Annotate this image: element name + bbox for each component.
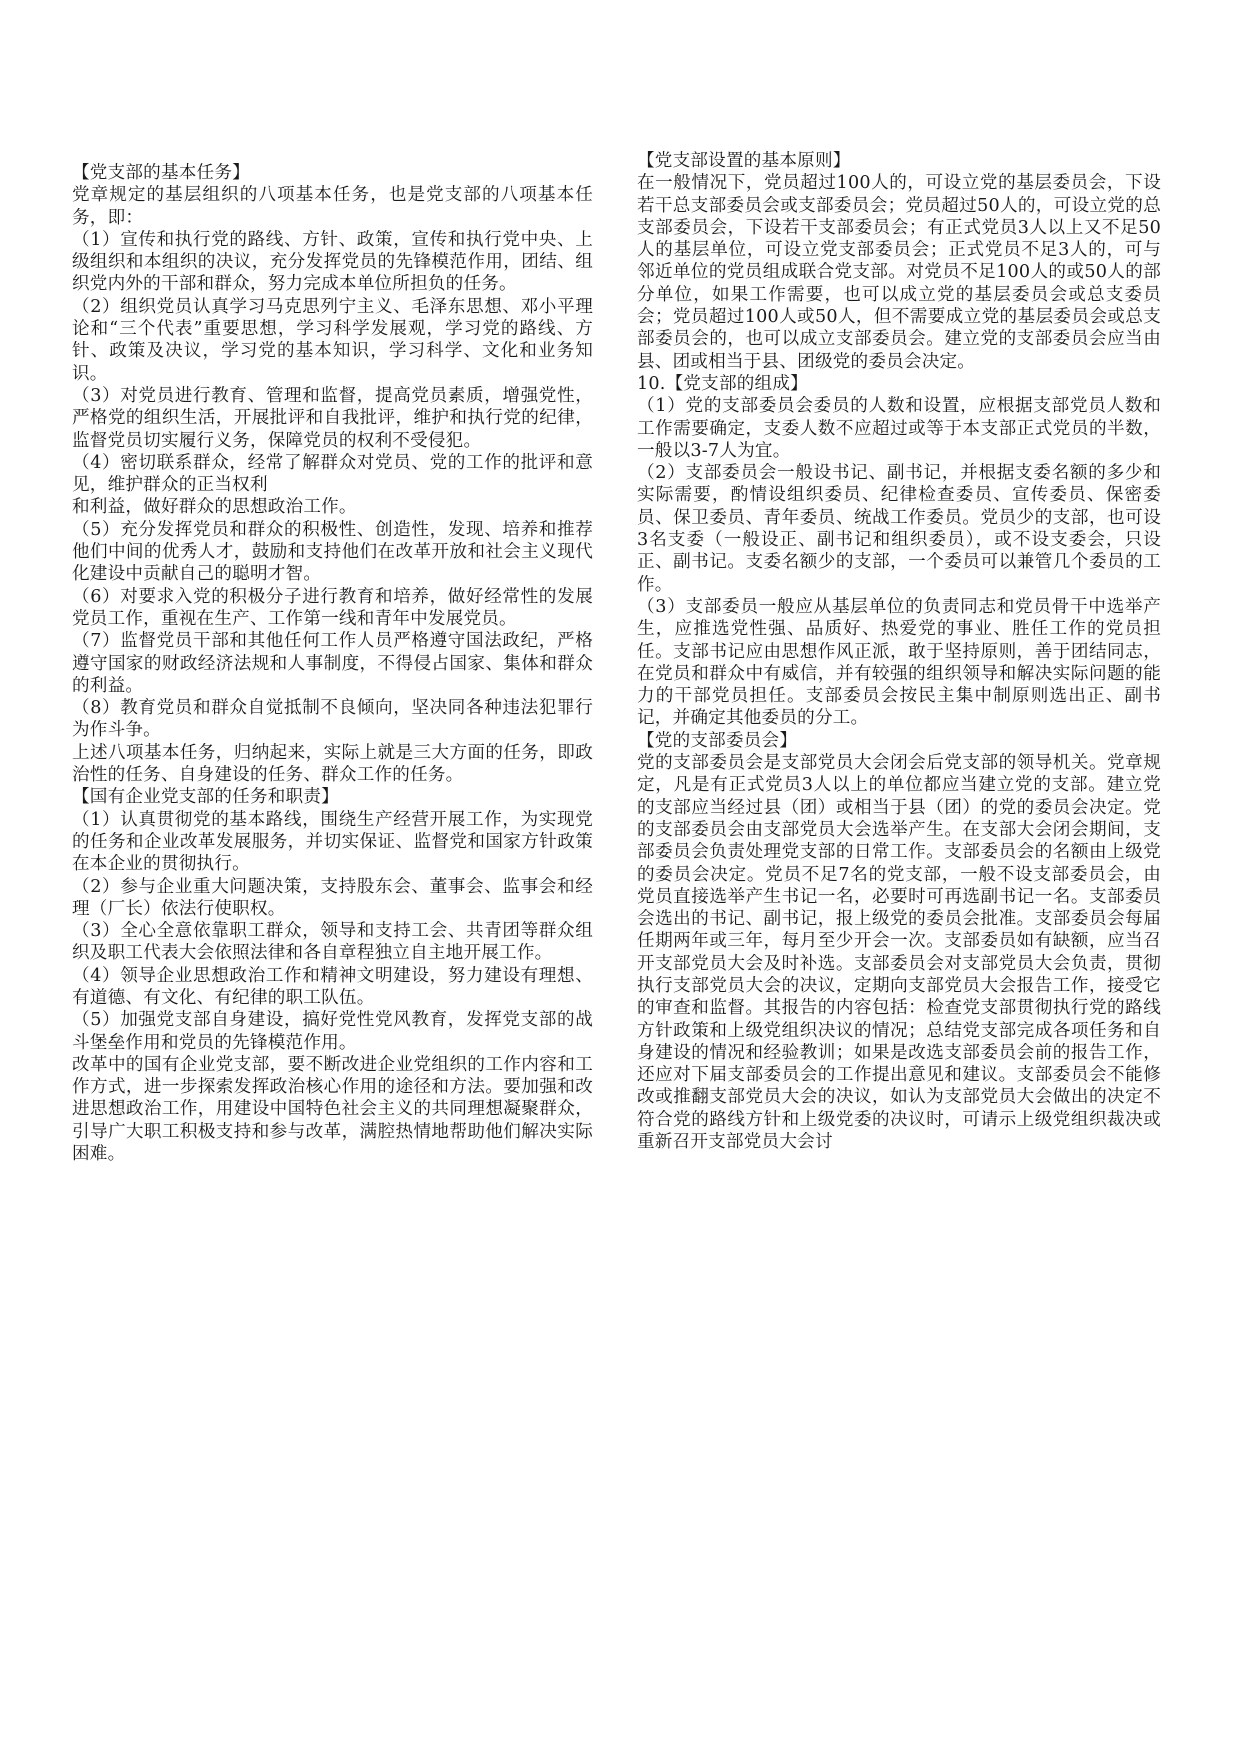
paragraph: 在一般情况下，党员超过100人的，可设立党的基层委员会，下设若干总支部委员会或支部委员会；党员超过50人的，可设立党的总支部委员会，下设若干支部委员会；有正式党员3人以上又不足50人的基层单位，可设立党支部委员会；正式党员不足3人的，可与邻近单位的党员组成联合党支部。对党员不足100人的或50人的部分单位，如果工作需要，也可以成立党的基层委员会或总支委员会；党员超过100人或50人，但不需要成立党的基层委员会或总支部委员会的，也可以成立支部委员会。建立党的支部委员会应当由县、团或相当于县、团级党的委员会决定。: [637, 173, 1161, 372]
list-item: （8）教育党员和群众自觉抵制不良倾向，坚决同各种违法犯罪行为作斗争。: [72, 698, 593, 741]
paragraph: 改革中的国有企业党支部，要不断改进企业党组织的工作内容和工作方式，进一步探索发挥政治核心作用的途径和方法。要加强和改进思想政治工作，用建设中国特色社会主义的共同理想凝聚群众，引导广大职工积极支持和参与改革，满腔热情地帮助他们解决实际困难。: [72, 1054, 593, 1165]
list-item: （5）充分发挥党员和群众的积极性、创造性，发现、培养和推荐他们中间的优秀人才，鼓励和支持他们在改革开放和社会主义现代化建设中贡献自己的聪明才智。: [72, 519, 593, 585]
list-item: （5）加强党支部自身建设，搞好党性党风教育，发挥党支部的战斗堡垒作用和党员的先锋模范作用。: [72, 1010, 593, 1053]
section-heading-composition: 10.【党支部的组成】: [637, 373, 808, 394]
left-text-column: [72, 162, 593, 1165]
right-text-column: [637, 150, 1161, 1153]
list-item: （4）领导企业思想政治工作和精神文明建设，努力建设有理想、有道德、有文化、有纪律的职工队伍。: [72, 965, 593, 1008]
list-item: （2）参与企业重大问题决策，支持股东会、董事会、监事会和经理（厂长）依法行使职权。: [72, 876, 593, 919]
list-item: （1）党的支部委员会委员的人数和设置，应根据支部党员人数和工作需要确定，支委人数不应超过或等于本支部正式党员的半数，一般以3-7人为宜。: [637, 396, 1161, 461]
section-heading-soe-branch: 【国有企业党支部的任务和职责】: [72, 787, 339, 808]
section-heading-basic-tasks: 【党支部的基本任务】: [72, 163, 250, 183]
paragraph: 和利益，做好群众的思想政治工作。: [72, 497, 357, 518]
section-heading-branch-committee: 【党的支部委员会】: [637, 730, 798, 751]
list-item: （6）对要求入党的积极分子进行教育和培养，做好经常性的发展党员工作，重视在生产、工作第一线和青年中发展党员。: [72, 586, 593, 629]
list-item: （1）认真贯彻党的基本路线，围绕生产经营开展工作，为实现党的任务和企业改革发展服务，并切实保证、监督党和国家方针政策在本企业的贯彻执行。: [72, 809, 593, 875]
section-heading-setup-principles: 【党支部设置的基本原则】: [637, 151, 851, 171]
list-item: （2）支部委员会一般设书记、副书记，并根据支委名额的多少和实际需要，酌情设组织委员、纪律检查委员、宣传委员、保密委员、保卫委员、青年委员、统战工作委员。党员少的支部，也可设3名支委（一般设正、副书记和组织委员），或不设支委会，只设正、副书记。支委名额少的支部，一个委员可以兼管几个委员的工作。: [637, 463, 1161, 595]
list-item: （1）宣传和执行党的路线、方针、政策，宣传和执行党中央、上级组织和本组织的决议，充分发挥党员的先锋模范作用，团结、组织党内外的干部和群众，努力完成本单位所担负的任务。: [72, 229, 593, 295]
list-item: （3）全心全意依靠职工群众，领导和支持工会、共青团等群众组织及职工代表大会依照法律和各自章程独立自主地开展工作。: [72, 921, 593, 964]
list-item: （4）密切联系群众，经常了解群众对党员、党的工作的批评和意见，维护群众的正当权利: [72, 452, 593, 496]
list-item: （3）支部委员一般应从基层单位的负责同志和党员骨干中选举产生，应推选党性强、品质好、热爱党的事业、胜任工作的党员担任。支部书记应由思想作风正派，敢于坚持原则，善于团结同志，在党员和群众中有威信，并有较强的组织领导和解决实际问题的能力的干部党员担任。支部委员会按民主集中制原则选出正、副书记，并确定其他委员的分工。: [637, 596, 1161, 729]
paragraph: 党章规定的基层组织的八项基本任务，也是党支部的八项基本任务，即：: [72, 185, 593, 228]
list-item: （7）监督党员干部和其他任何工作人员严格遵守国法政纪，严格遵守国家的财政经济法规和人事制度，不得侵占国家、集体和群众的利益。: [72, 631, 593, 696]
list-item: （2）组织党员认真学习马克思列宁主义、毛泽东思想、邓小平理论和“三个代表”重要思想，学习科学发展观，学习党的路线、方针、政策及决议，学习党的基本知识，学习科学、文化和业务知识。: [72, 296, 593, 384]
paragraph: 党的支部委员会是支部党员大会闭会后党支部的领导机关。党章规定，凡是有正式党员3人以上的单位都应当建立党的支部。建立党的支部应当经过县（团）或相当于县（团）的党的委员会决定。党的支部委员会由支部党员大会选举产生。在支部大会闭会期间，支部委员会负责处理党支部的日常工作。支部委员会的名额由上级党的委员会决定。党员不足7名的党支部，一般不设支部委员会，由党员直接选举产生书记一名，必要时可再选副书记一名。支部委员会选出的书记、副书记，报上级党的委员会批准。支部委员会每届任期两年或三年，每月至少开会一次。支部委员如有缺额，应当召开支部党员大会及时补选。支部委员会对支部党员大会负责，贯彻执行支部党员大会的决议，定期向支部党员大会报告工作，接受它的审查和监督。其报告的内容包括：检查党支部贯彻执行党的路线方针政策和上级党组织决议的情况；总结党支部完成各项任务和自身建设的情况和经验教训；如果是改选支部委员会前的报告工作，还应对下届支部委员会的工作提出意见和建议。支部委员会不能修改或推翻支部党员大会的决议，如认为支部党员大会做出的决定不符合党的路线方针和上级党委的决议时，可请示上级党组织裁决或重新召开支部党员大会讨: [637, 753, 1161, 1153]
list-item: （3）对党员进行教育、管理和监督，提高党员素质，增强党性，严格党的组织生活，开展批评和自我批评，维护和执行党的纪律，监督党员切实履行义务，保障党员的权利不受侵犯。: [72, 385, 593, 451]
paragraph: 上述八项基本任务，归纳起来，实际上就是三大方面的任务，即政治性的任务、自身建设的任务、群众工作的任务。: [72, 742, 593, 786]
